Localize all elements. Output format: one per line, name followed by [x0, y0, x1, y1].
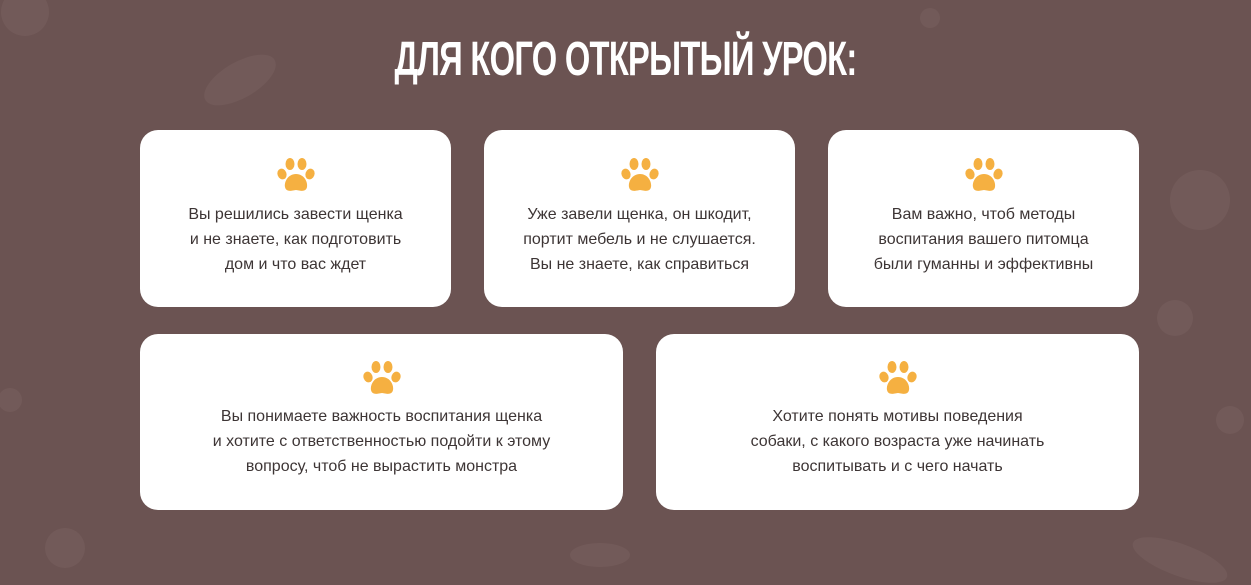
- card-text: Вы решились завести щенка и не знаете, как подготовить дом и что вас ждет: [188, 206, 403, 273]
- paw-icon: [619, 157, 661, 193]
- card-text: Хотите понять мотивы поведения собаки, с какого возраста уже начинать воспитывать и с чего начать: [750, 408, 1045, 475]
- paw-icon: [877, 360, 919, 396]
- audience-card: [828, 130, 1139, 307]
- audience-card: [484, 130, 795, 307]
- paw-icon: [275, 157, 317, 193]
- audience-card: [656, 334, 1139, 510]
- card-text: Вам важно, чтоб методы воспитания вашего питомца были гуманны и эффективны: [873, 206, 1094, 273]
- audience-card: [140, 130, 451, 307]
- card-text: Вы понимаете важность воспитания щенка и хотите с ответственностью подойти к этому вопросу, чтоб не вырастить монстра: [212, 408, 551, 475]
- audience-card: [140, 334, 623, 510]
- paw-icon: [361, 360, 403, 396]
- paw-icon: [963, 157, 1005, 193]
- section-title: ДЛЯ КОГО ОТКРЫТЫЙ УРОК:: [394, 33, 857, 86]
- card-text: Уже завели щенка, он шкодит, портит мебель и не слушается. Вы не знаете, как справиться: [523, 206, 756, 273]
